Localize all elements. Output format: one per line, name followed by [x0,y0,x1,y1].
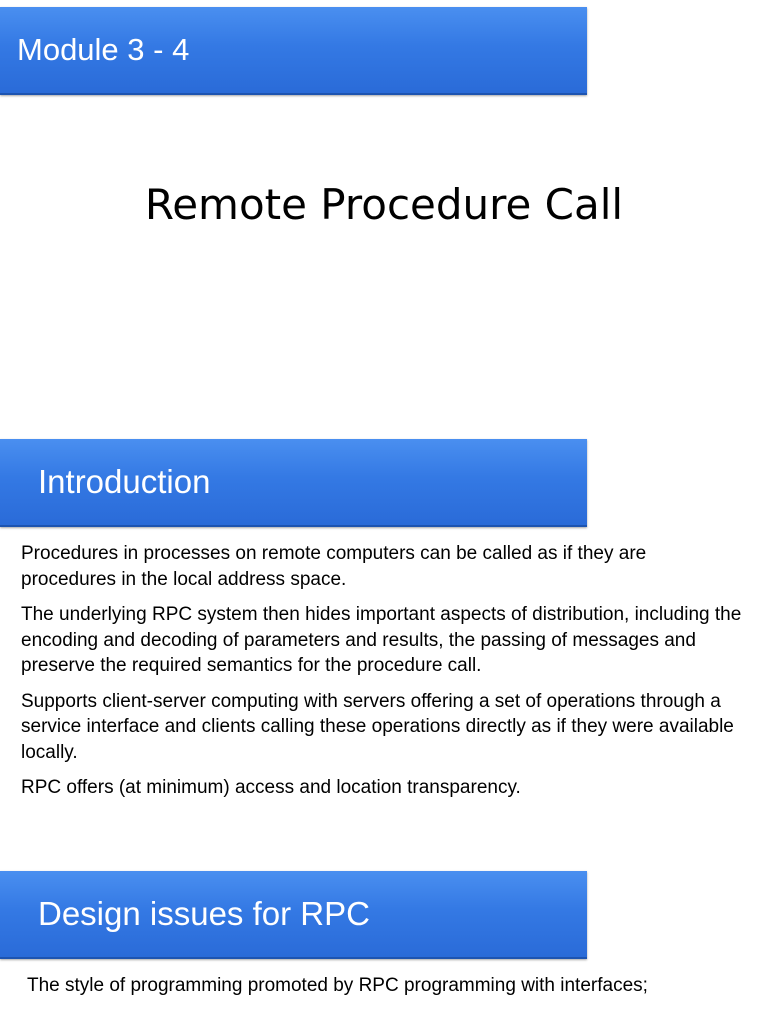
design-issues-body [27,973,752,998]
module-header-text: Module 3 - 4 [17,32,190,67]
introduction-header-banner [0,439,587,527]
slide-title: Remote Procedure Call [144,180,624,229]
intro-paragraph-2: The underlying RPC system then hides important aspects of distribution, including the encoding and decoding of parameters and results, the passing of messages and preserve the required semantics for the procedure call. [21,604,742,676]
introduction-body [21,541,746,811]
design-issues-header-text: Design issues for RPC [38,895,370,932]
intro-paragraph-3: Supports client-server computing with servers offering a set of operations through a service interface and clients calling these operations directly as if they were available locally. [21,690,734,763]
design-paragraph-1: The style of programming promoted by RPC programming with interfaces; [27,975,648,996]
intro-paragraph-4: RPC offers (at minimum) access and location transparency. [21,777,521,798]
module-header-banner [0,7,587,95]
introduction-header-text: Introduction [38,463,211,500]
intro-paragraph-1: Procedures in processes on remote computers can be called as if they are procedures in the local address space. [21,543,647,590]
design-issues-header-banner [0,871,587,959]
